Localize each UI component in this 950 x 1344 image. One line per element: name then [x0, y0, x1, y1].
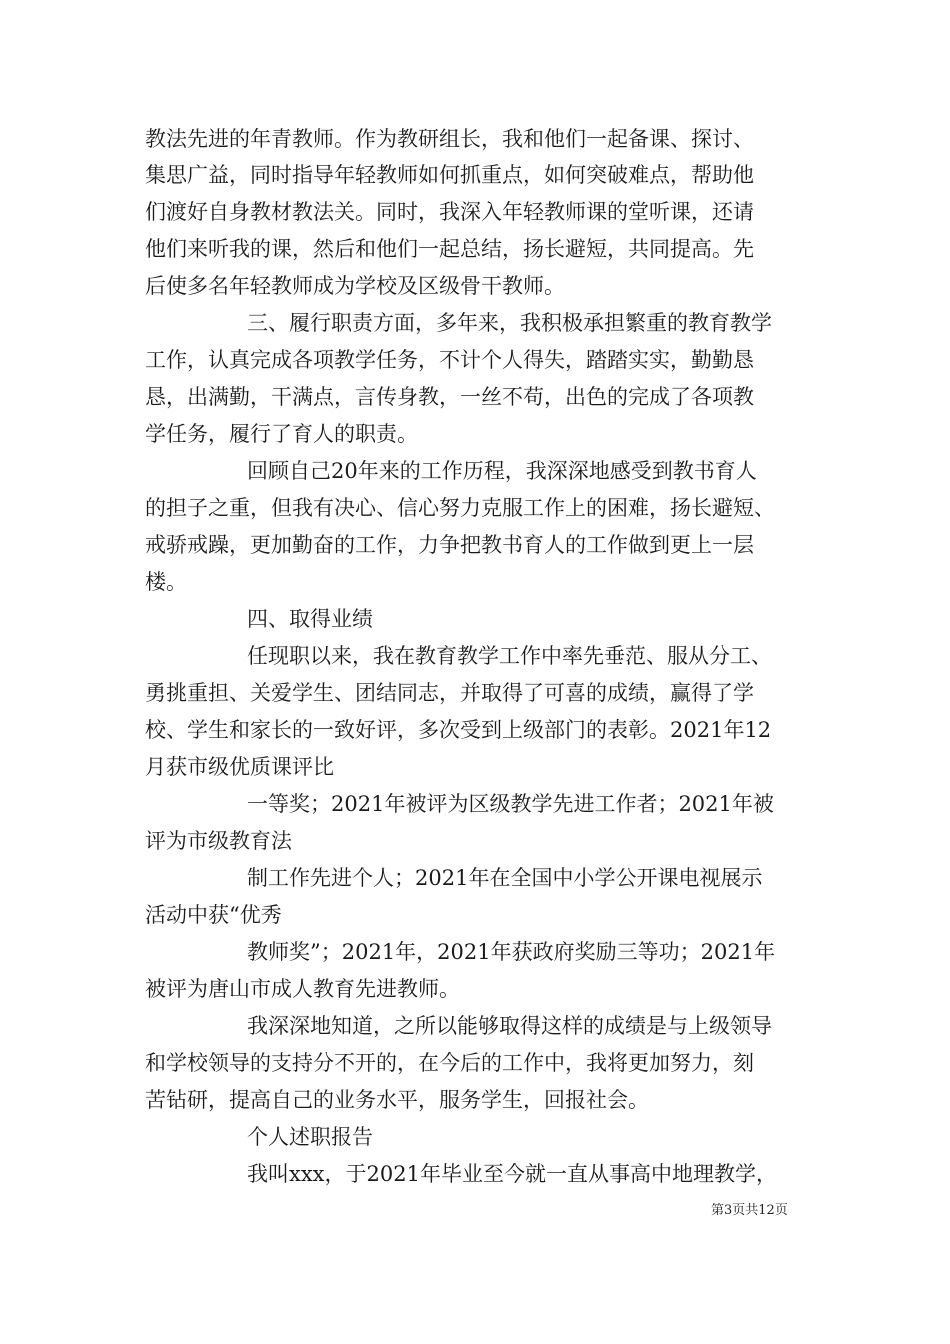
text-line: 评为市级教育法	[145, 829, 292, 853]
text-line: 被评为唐山市成人教育先进教师。	[145, 977, 460, 1001]
text-line: 的担子之重，但我有决心、信心努力克服工作上的困难，扬长避短、	[145, 496, 775, 520]
text-line: 活动中获“优秀	[145, 903, 282, 927]
text-line: 集思广益，同时指导年轻教师如何抓重点，如何突破难点，帮助他	[145, 163, 754, 187]
text-line: 们渡好自身教材教法关。同时，我深入年轻教师课的堂听课，还请	[145, 200, 754, 224]
text-line: 学任务，履行了育人的职责。	[145, 422, 418, 446]
page-number-footer: 第3页共12页	[711, 1203, 788, 1218]
text-line: 戒骄戒躁，更加勤奋的工作，力争把教书育人的工作做到更上一层	[145, 533, 754, 557]
text-line: 月获市级优质课评比	[145, 755, 334, 779]
text-line: 我深深地知道，之所以能够取得这样的成绩是与上级领导	[247, 1014, 772, 1038]
text-line: 校、学生和家长的一致好评，多次受到上级部门的表彰。2021年12	[145, 718, 772, 742]
text-line: 制工作先进个人；2021年在全国中小学公开课电视展示	[247, 866, 763, 890]
text-line: 任现职以来，我在教育教学工作中率先垂范、服从分工、	[247, 644, 772, 668]
text-line: 教法先进的年青教师。作为教研组长，我和他们一起备课、探讨、	[145, 127, 754, 151]
text-line: 教师奖”；2021年，2021年获政府奖励三等功；2021年	[247, 940, 776, 964]
text-line: 回顾自己20年来的工作历程，我深深地感受到教书育人	[247, 459, 757, 483]
text-line: 一等奖；2021年被评为区级教学先进工作者；2021年被	[247, 792, 774, 816]
text-line: 恳，出满勤，干满点，言传身教，一丝不苟，出色的完成了各项教	[145, 385, 754, 409]
section-heading: 个人述职报告	[247, 1125, 373, 1149]
section-heading: 四、取得业绩	[247, 607, 373, 631]
text-line: 和学校领导的支持分不开的，在今后的工作中，我将更加努力，刻	[145, 1051, 754, 1075]
text-line: 我叫xxx，于2021年毕业至今就一直从事高中地理教学，	[247, 1162, 777, 1186]
text-line: 后使多名年轻教师成为学校及区级骨干教师。	[145, 274, 565, 298]
text-line: 苦钻研，提高自己的业务水平，服务学生，回报社会。	[145, 1088, 649, 1112]
text-line: 勇挑重担、关爱学生、团结同志，并取得了可喜的成绩，赢得了学	[145, 681, 754, 705]
text-line: 工作，认真完成各项教学任务，不计个人得失，踏踏实实，勤勤恳	[145, 348, 754, 372]
text-line: 三、履行职责方面，多年来，我积极承担繁重的教育教学	[247, 311, 772, 335]
text-line: 他们来听我的课，然后和他们一起总结，扬长避短，共同提高。先	[145, 237, 754, 261]
text-line: 楼。	[145, 570, 187, 594]
